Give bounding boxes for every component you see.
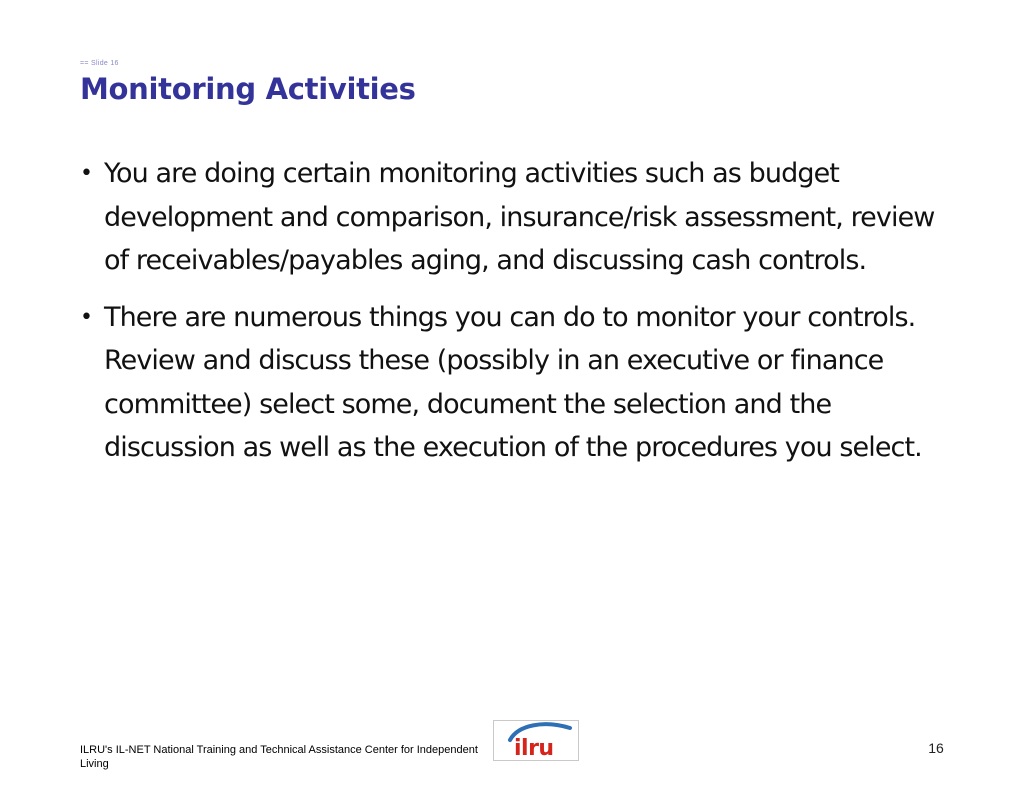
slide-tag: == Slide 16 [80, 60, 119, 67]
bullet-icon: • [80, 161, 93, 186]
bullet-item [76, 152, 960, 283]
bullet-list [76, 152, 960, 483]
bullet-text: You are doing certain monitoring activities such as budget development and comparison, insurance/risk assessment, review of receivables/payables aging, and discussing cash controls. [104, 158, 935, 276]
bullet-item [76, 296, 960, 470]
slide-title: Monitoring Activities [80, 72, 416, 106]
footer-organization: ILRU's IL-NET National Training and Technical Assistance Center for Independent Living [80, 744, 478, 770]
logo-text: ilru [514, 736, 554, 760]
page-number: 16 [928, 740, 944, 756]
bullet-text: There are numerous things you can do to monitor your controls. Review and discuss these (possibly in an executive or finance committee) select some, document the selection and the discussion as well as the execution of the procedures you select. [104, 301, 922, 463]
ilru-logo [493, 720, 579, 761]
bullet-icon: • [80, 304, 93, 330]
